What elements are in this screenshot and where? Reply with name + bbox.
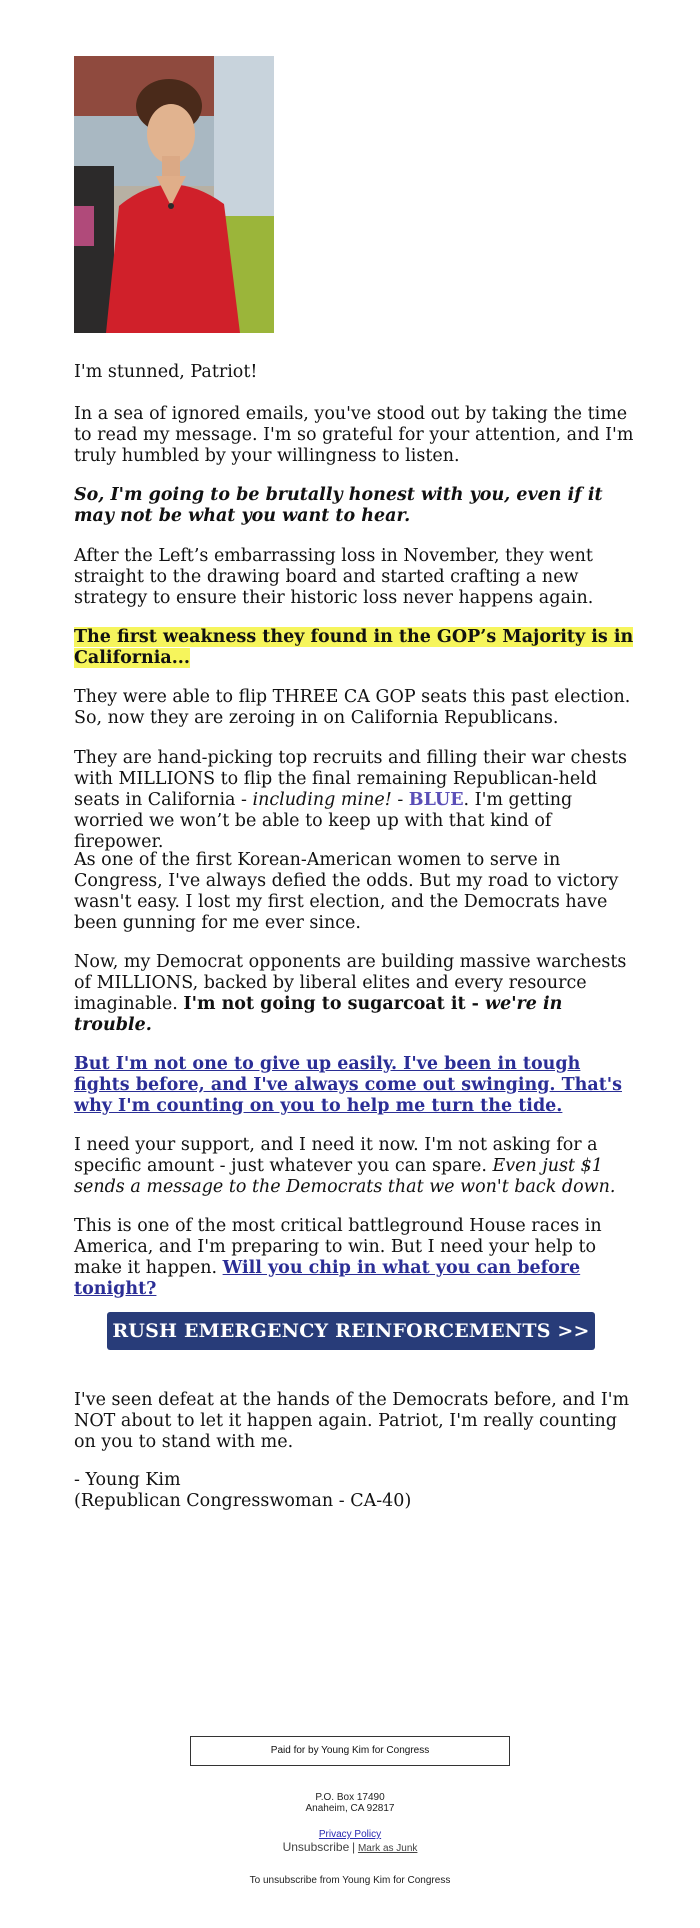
warchest-text: Now, my Democrat opponents are building massive warchests of MILLIONS, backed by liberal elites and every resource imaginable. [74,952,627,1014]
support-paragraph [74,1135,634,1198]
firepower-text: . I'm getting worried we won’t be able to keep up with that kind of firepower. [74,790,573,852]
war-chest-text: They are hand-picking top recruits and filling their war chests with MILLIONS to flip the final remaining Republican-held seats in California - [74,748,627,810]
dash-text: - [391,790,409,810]
swinging-link[interactable]: But I'm not one to give up easily. I've been in tough fights before, and I've always come out swinging. That's why I'm counting on you to help me turn the tide. [74,1054,622,1116]
blue-text: BLUE [408,790,464,810]
greeting: I'm stunned, Patriot! [74,362,258,382]
one-dollar-text: Even just $1 sends a message to the Democrats that we won't back down. [74,1156,616,1197]
flip-seats-paragraph: They were able to flip THREE CA GOP seats this past election. So, now they are zeroing in on California Republicans. [74,687,631,728]
war-chest-paragraph [74,748,634,853]
honest-paragraph: So, I'm going to be brutally honest with you, even if it may not be what you want to hear. [74,485,603,526]
swinging-paragraph[interactable] [74,1054,634,1117]
in-trouble-text: we're in trouble. [74,994,563,1035]
signature-title: (Republican Congresswoman - CA-40) [74,1491,412,1511]
support-text: I need your support, and I need it now. I'm not asking for a specific amount - just whatever you can spare. [74,1135,598,1176]
battleground-paragraph [74,1216,634,1300]
left-strategy-paragraph: After the Left’s embarrassing loss in November, they went straight to the drawing board and started crafting a new strategy to ensure their historic loss never happens again. [74,546,594,608]
privacy-policy-link[interactable]: Privacy Policy [318,1829,382,1840]
rush-reinforcements-button[interactable]: RUSH EMERGENCY REINFORCEMENTS >> [107,1312,595,1350]
chip-in-link[interactable]: Will you chip in what you can before tonight? [74,1258,581,1299]
unsubscribe-link[interactable]: Unsubscribe [282,1840,350,1854]
warchest-paragraph [74,952,634,1036]
candidate-photo [74,56,274,333]
paid-for-disclaimer: Paid for by Young Kim for Congress [190,1736,510,1766]
unsubscribe-note: To unsubscribe from Young Kim for Congress [249,1875,451,1886]
battleground-text: This is one of the most critical battleground House races in America, and I'm preparing to win. But I need your help to make it happen. [74,1216,602,1278]
weakness-paragraph [74,627,634,669]
sugarcoat-text: I'm not going to sugarcoat it - [183,994,485,1014]
signature-name: - Young Kim [74,1470,181,1490]
intro-paragraph: In a sea of ignored emails, you've stood out by taking the time to read my message. I'm so grateful for your attention, and I'm truly humbled by your willingness to listen. [74,404,634,466]
korean-american-paragraph: As one of the first Korean-American women to serve in Congress, I've always defied the odds. But my road to victory wasn't easy. I lost my first election, and the Democrats have been gunning for me ever since. [74,850,619,933]
footer-po-box: P.O. Box 17490 [315,1792,385,1803]
footer-unsubscribe-row [0,1840,700,1854]
mark-as-junk-link[interactable]: Mark as Junk [357,1843,418,1854]
footer-separator: | [352,1840,356,1854]
highlighted-text: The first weakness they found in the GOP’s Majority is in California... [74,627,634,668]
closing-paragraph: I've seen defeat at the hands of the Democrats before, and I'm NOT about to let it happen again. Patriot, I'm really counting on you to stand with me. [74,1390,630,1452]
candidate-portrait-image [74,56,274,333]
footer-city: Anaheim, CA 92817 [305,1803,395,1814]
including-mine-text: including mine! [252,790,392,810]
footer-privacy-row [0,1829,700,1840]
